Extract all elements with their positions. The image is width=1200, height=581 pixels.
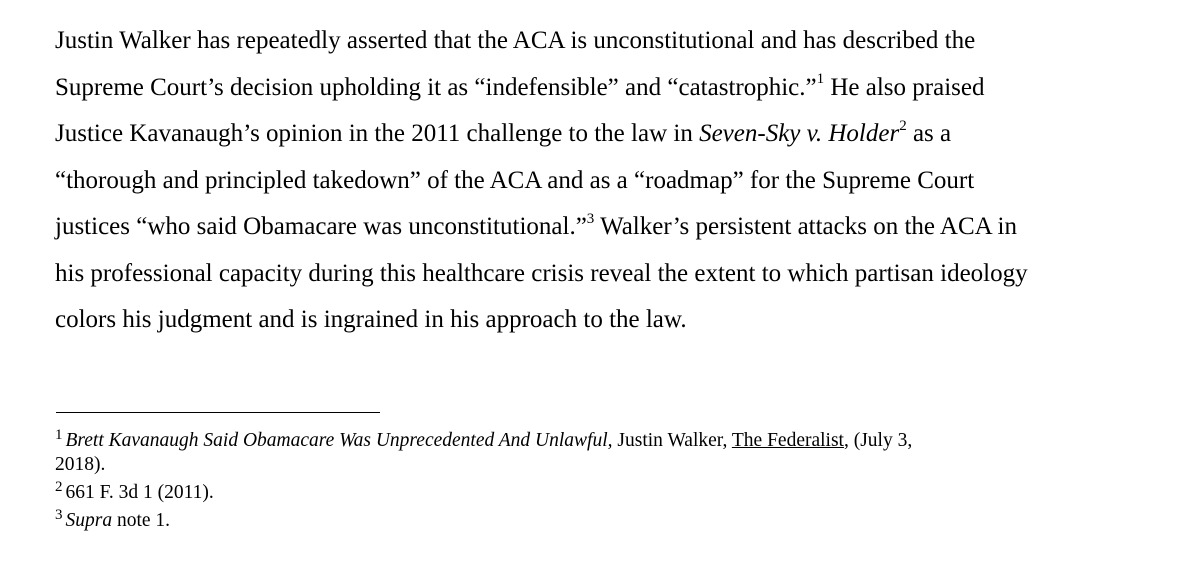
case-name: Seven-Sky v. Holder	[699, 120, 900, 147]
paragraph-text: his professional capacity during this healthcare crisis reveal the extent to which partisan ideology	[55, 259, 1028, 287]
paragraph-text: Walker’s persistent attacks on the ACA in	[594, 213, 1017, 240]
paragraph-line-7	[55, 297, 1175, 344]
footnote-number: 1	[55, 426, 63, 443]
footnote-article-title: Brett Kavanaugh Said Obamacare Was Unprecedented And Unlawful,	[65, 430, 613, 451]
footnote-marker-3: 3	[586, 210, 595, 227]
footnote-3	[55, 506, 1155, 533]
paragraph-text: He also praised	[824, 73, 985, 101]
paragraph-line-2	[55, 65, 1175, 112]
footnote-number: 3	[55, 506, 63, 523]
footnote-date: , (July 3,	[843, 430, 913, 451]
footnote-2	[55, 478, 1155, 505]
footnote-marker-1: 1	[816, 71, 825, 88]
footnote-author: Justin Walker,	[612, 430, 732, 451]
paragraph-line-3	[55, 111, 1175, 158]
paragraph-text: as a	[906, 120, 952, 147]
paragraph-line-5	[55, 204, 1175, 251]
footnote-date-year: 2018).	[55, 454, 106, 475]
paragraph-line-6	[55, 251, 1175, 298]
paragraph-text: justices “who said Obamacare was unconstitutional.”	[55, 213, 587, 240]
paragraph-text: Supreme Court’s decision upholding it as “indefensible” and “catastrophic.”	[55, 73, 817, 101]
footnote-supra: Supra	[65, 510, 113, 531]
paragraph-line-1	[55, 18, 1175, 65]
paragraph-text: Justin Walker has repeatedly asserted that the ACA is unconstitutional and has described the	[55, 27, 976, 54]
footnote-citation: note 1.	[112, 510, 171, 531]
paragraph-text: “thorough and principled takedown” of the ACA and as a “roadmap” for the Supreme Court	[55, 166, 975, 194]
paragraph-line-4	[55, 158, 1175, 205]
paragraph-text: colors his judgment and is ingrained in his approach to the law.	[55, 306, 687, 333]
footnote-source-link[interactable]: The Federalist	[731, 430, 844, 451]
footnote-citation: 661 F. 3d 1 (2011).	[65, 482, 214, 503]
footnote-number: 2	[55, 478, 63, 495]
footnote-marker-2: 2	[899, 117, 907, 134]
paragraph-text: Justice Kavanaugh’s opinion in the 2011 challenge to the law in	[55, 120, 700, 147]
footnote-1	[55, 426, 1155, 477]
footnote-separator	[56, 412, 380, 413]
footnotes-section	[55, 426, 1155, 537]
main-paragraph	[55, 18, 1175, 344]
